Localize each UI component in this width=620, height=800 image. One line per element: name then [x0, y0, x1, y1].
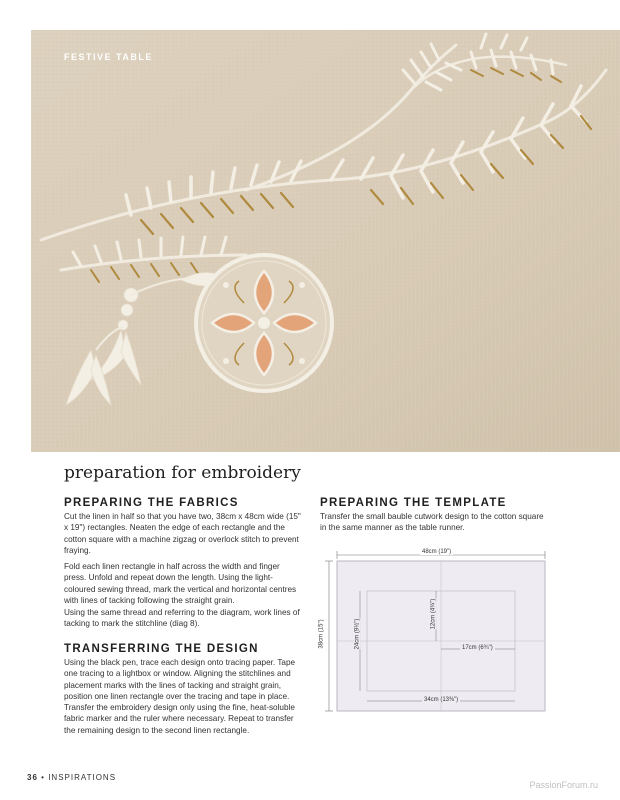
heading-transferring-design: TRANSFERRING THE DESIGN	[64, 643, 259, 655]
template-diagram	[320, 545, 556, 715]
heading-preparing-fabrics: PREPARING THE FABRICS	[64, 497, 239, 509]
fabrics-paragraph-3: Using the same thread and referring to the diagram, work lines of tacking to mark the stitchline (diag 8).	[64, 608, 300, 629]
dim-width-label: 48cm (19")	[422, 549, 452, 555]
dim-inner-width-label: 34cm (13⅜")	[424, 697, 459, 703]
section-label: FESTIVE TABLE	[64, 52, 153, 62]
dim-quarter-height-label: 12cm (4¾")	[430, 598, 437, 630]
page-title: preparation for embroidery	[64, 463, 301, 483]
watermark: PassionForum.ru	[529, 780, 598, 790]
fabrics-paragraph-2: Fold each linen rectangle in half across the width and finger press. Unfold and repeat down the length. Using the light-coloured sewing thread, mark the vertical and horizontal centres with lines of tacking following the straight grain.	[64, 562, 297, 605]
dim-half-width-label: 17cm (6¾")	[462, 645, 493, 651]
embroidery-photo	[31, 30, 620, 452]
dim-inner-height-label: 24cm (9½")	[354, 618, 361, 650]
bauble-cutwork	[196, 255, 332, 391]
magazine-name: INSPIRATIONS	[48, 773, 117, 782]
page-footer	[27, 773, 116, 782]
dim-height-label: 38cm (15")	[318, 619, 325, 649]
fabrics-paragraph-1: Cut the linen in half so that you have two, 38cm x 48cm wide (15" x 19") rectangles. Neaten the edge of each rectangle and the cotton square with a machine zigzag or overlock stitch to prevent fraying.	[64, 512, 301, 555]
transfer-paragraph-1: Using the black pen, trace each design onto tracing paper. Tape one tracing to a lightbox or window. Aligning the stitchlines and placement marks with the lines of tacking and straight grain, position one linen rectangle over the tracing and tape in place. Transfer the embroidery design only using the fine, heat-soluble fabric marker and the ruler where necessary. Repeat to transfer the remaining design to the second linen rectangle.	[64, 658, 296, 735]
page-number: 36	[27, 773, 38, 782]
heading-preparing-template: PREPARING THE TEMPLATE	[320, 497, 507, 509]
footer-separator: •	[41, 773, 45, 782]
template-paragraph-1: Transfer the small bauble cutwork design to the cotton square in the same manner as the table runner.	[320, 512, 544, 533]
